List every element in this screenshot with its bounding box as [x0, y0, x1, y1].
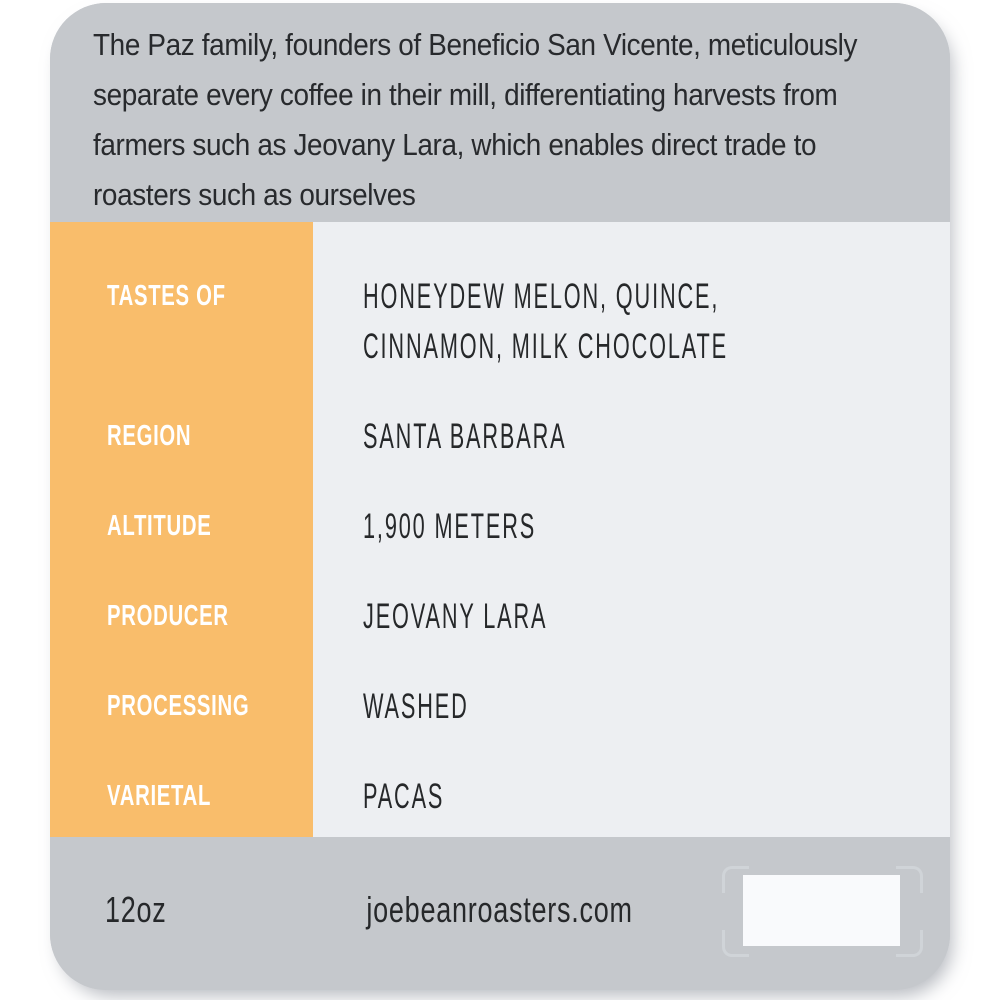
detail-label: VARIETAL: [107, 780, 212, 812]
detail-value: [313, 415, 691, 465]
detail-label: REGION: [107, 420, 192, 452]
details-table: [50, 222, 950, 837]
intro-line: roasters such as ourselves: [93, 177, 416, 212]
details-rows: [50, 275, 950, 825]
detail-value: [313, 775, 494, 825]
detail-value: [313, 275, 950, 375]
corner-bracket-icon: [896, 866, 923, 893]
detail-value-line: WASHED: [363, 687, 469, 726]
detail-value-line: PACAS: [363, 777, 445, 816]
detail-row: [50, 685, 950, 735]
detail-label: PRODUCER: [107, 600, 229, 632]
intro-line: separate every coffee in their mill, differentiating harvests from: [93, 77, 838, 112]
weight-text: 12oz: [105, 888, 167, 930]
coffee-label: [50, 3, 950, 990]
detail-row: [50, 275, 950, 375]
footer-strip: [50, 837, 950, 990]
website-text: joebeanroasters.com: [366, 888, 634, 930]
barcode-blank-area: [743, 875, 900, 946]
detail-row: [50, 415, 950, 465]
detail-value-line: HONEYDEW MELON, QUINCE,: [363, 277, 720, 316]
intro-paragraph: [50, 3, 950, 222]
detail-label: PROCESSING: [107, 690, 250, 722]
detail-label: ALTITUDE: [107, 510, 212, 542]
detail-label: TASTES OF: [107, 280, 226, 312]
detail-value-line: SANTA BARBARA: [363, 417, 567, 456]
detail-value-line: 1,900 METERS: [363, 507, 537, 546]
detail-value: [313, 595, 660, 645]
detail-row: [50, 595, 950, 645]
detail-row: [50, 505, 950, 555]
intro-line: The Paz family, founders of Beneficio San Vicente, meticulously: [93, 27, 858, 62]
corner-bracket-icon: [896, 930, 923, 957]
detail-row: [50, 775, 950, 825]
detail-value-line: JEOVANY LARA: [363, 597, 548, 636]
detail-value-line: CINNAMON, MILK CHOCOLATE: [363, 327, 728, 366]
detail-value: [313, 505, 642, 555]
detail-value: [313, 685, 533, 735]
intro-line: farmers such as Jeovany Lara, which enables direct trade to: [93, 127, 817, 162]
barcode-placeholder: [722, 866, 923, 957]
